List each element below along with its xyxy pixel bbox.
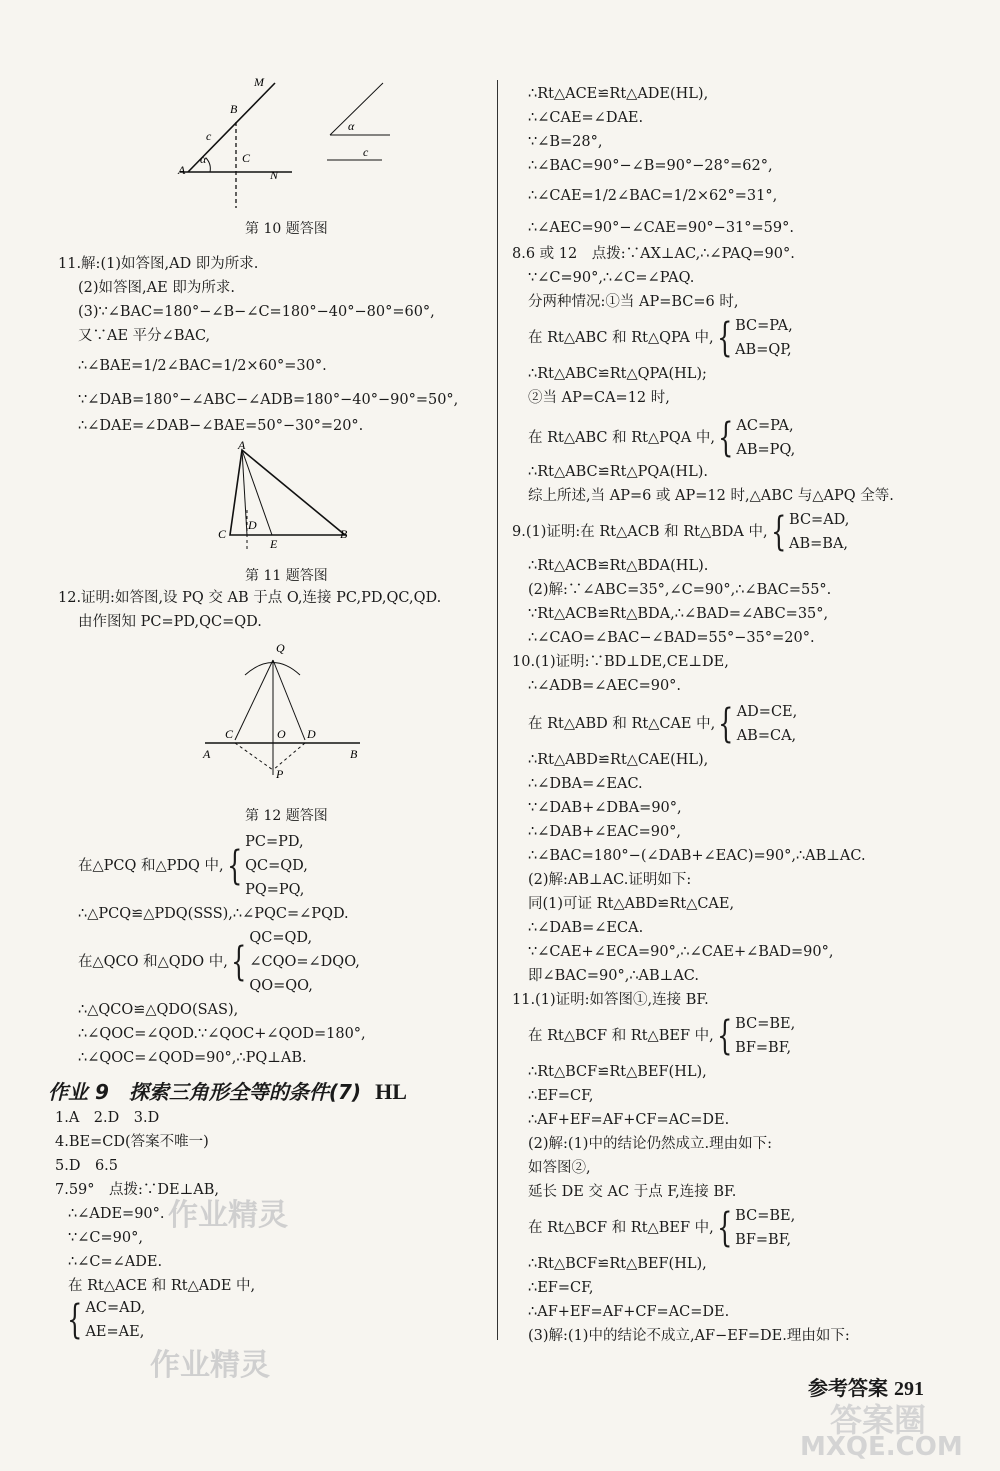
q11r-a-6: 延长 DE 交 AC 于点 F,连接 BF. xyxy=(528,1184,737,1200)
hw9-line-5: ∴∠ADE=90°. xyxy=(68,1206,165,1222)
brace: { xyxy=(770,509,786,555)
q11r-b-1: ∴Rt△BCF≌Rt△BEF(HL), xyxy=(528,1256,707,1272)
cond-item: AC=PA, xyxy=(736,418,794,434)
cond-item: AB=PQ, xyxy=(736,442,796,458)
q9-rest-3: ∵Rt△ACB≌Rt△BDA,∴∠BAD=∠ABC=35°, xyxy=(528,606,829,622)
svg-text:A: A xyxy=(238,440,246,452)
column-divider xyxy=(497,80,498,1340)
svg-text:C: C xyxy=(225,727,234,741)
q12-line-1: 12.证明:如答图,设 PQ 交 AB 于点 O,连接 PC,PD,QC,QD. xyxy=(58,590,442,606)
footer-label: 参考答案 xyxy=(808,1376,888,1400)
svg-text:D: D xyxy=(248,518,257,532)
q10-rest-4: ∴∠DAB+∠EAC=90°, xyxy=(528,824,682,840)
q8-line-3: 分两种情况:①当 AP=BC=6 时, xyxy=(528,294,739,310)
svg-text:A: A xyxy=(203,747,211,761)
svg-text:C: C xyxy=(218,527,227,541)
q11r-b-2: ∴EF=CF, xyxy=(528,1280,594,1296)
q12-cond-1 xyxy=(78,830,308,902)
brace: { xyxy=(230,939,247,985)
cond-item: BC=BE, xyxy=(735,1208,796,1224)
svg-text:B: B xyxy=(230,102,238,116)
brace: { xyxy=(67,1297,83,1343)
cond-item: AC=AD, xyxy=(85,1300,146,1316)
svg-text:P: P xyxy=(276,767,284,780)
q7-line-1: ∴Rt△ACE≌Rt△ADE(HL), xyxy=(528,86,709,102)
q11-line-7: ∴∠DAE=∠DAB−∠BAE=50°−30°=20°. xyxy=(78,418,364,434)
q10-rest-10: 即∠BAC=90°,∴AB⊥AC. xyxy=(528,968,699,984)
q8-cond-1 xyxy=(528,314,793,362)
cond-item: QO=QO, xyxy=(249,978,313,994)
q11-line-5: ∴∠BAE=1/2∠BAC=1/2×60°=30°. xyxy=(78,358,327,374)
q12-cond-2 xyxy=(78,926,360,998)
q8-c2-lead: 在 Rt△ABC 和 Rt△PQA 中, xyxy=(528,430,715,446)
q9-lead: 9.(1)证明:在 Rt△ACB 和 Rt△BDA 中, xyxy=(512,524,768,540)
cond-item: ∠CQO=∠DQO, xyxy=(249,954,360,970)
q8-line-2: ∵∠C=90°,∴∠C=∠PAQ. xyxy=(528,270,695,286)
q11-line-3: (3)∵∠BAC=180°−∠B−∠C=180°−40°−80°=60°, xyxy=(78,304,435,320)
hw9-line-1: 1.A 2.D 3.D xyxy=(55,1110,160,1126)
q11-c1-lead: 在 Rt△BCF 和 Rt△BEF 中, xyxy=(528,1028,714,1044)
cond-item: AE=AE, xyxy=(85,1324,145,1340)
svg-text:α: α xyxy=(200,152,207,166)
q8-cond-2 xyxy=(528,414,795,462)
hw9-cond xyxy=(68,1296,145,1344)
cond-item: PQ=PQ, xyxy=(245,882,305,898)
hw9-line-8: 在 Rt△ACE 和 Rt△ADE 中, xyxy=(68,1278,256,1294)
q9-rest-4: ∴∠CAO=∠BAC−∠BAD=55°−35°=20°. xyxy=(528,630,815,646)
q11r-a-3: ∴AF+EF=AF+CF=AC=DE. xyxy=(528,1112,730,1128)
q10-rest-1: ∴Rt△ABD≌Rt△CAE(HL), xyxy=(528,752,709,768)
svg-text:α: α xyxy=(348,119,355,133)
hw9-line-4: 7.59° 点拨:∵DE⊥AB, xyxy=(55,1182,220,1198)
fig11-caption: 第 11 题答图 xyxy=(245,568,328,584)
svg-text:A: A xyxy=(178,163,186,177)
page-footer xyxy=(808,1372,924,1401)
watermark-4: MXQE.COM xyxy=(800,1432,963,1462)
cond-item: AD=CE, xyxy=(736,704,798,720)
q8-a-2: ②当 AP=CA=12 时, xyxy=(528,390,670,406)
q12-end-2: ∴∠QOC=∠QOD.∵∠QOC+∠QOD=180°, xyxy=(78,1026,366,1042)
brace: { xyxy=(716,1205,733,1251)
q10-line-1: 10.(1)证明:∵BD⊥DE,CE⊥DE, xyxy=(512,654,729,670)
q11-c2-lead: 在 Rt△BCF 和 Rt△BEF 中, xyxy=(528,1220,714,1236)
cond-item: PC=PD, xyxy=(245,834,304,850)
q7-line-3: ∵∠B=28°, xyxy=(528,134,603,150)
svg-text:B: B xyxy=(350,747,358,761)
q7-line-6: ∴∠AEC=90°−∠CAE=90°−31°=59°. xyxy=(528,220,794,236)
svg-text:O: O xyxy=(277,727,286,741)
q9-rest-1: ∴Rt△ACB≌Rt△BDA(HL). xyxy=(528,558,709,574)
q8-a-1: ∴Rt△ABC≌Rt△QPA(HL); xyxy=(528,366,707,382)
svg-text:c: c xyxy=(206,129,212,143)
q11r-a-5: 如答图②, xyxy=(528,1160,591,1176)
q7-line-4: ∴∠BAC=90°−∠B=90°−28°=62°, xyxy=(528,158,773,174)
svg-text:N: N xyxy=(270,168,279,182)
svg-text:B: B xyxy=(340,527,348,541)
watermark-2: 作业精灵 xyxy=(150,1348,270,1383)
q9-rest-2: (2)解:∵∠ABC=35°,∠C=90°,∴∠BAC=55°. xyxy=(528,582,832,598)
q10-rest-7: 同(1)可证 Rt△ABD≌Rt△CAE, xyxy=(528,896,735,912)
svg-text:E: E xyxy=(270,537,278,551)
q11r-b-3: ∴AF+EF=AF+CF=AC=DE. xyxy=(528,1304,730,1320)
q11r-cond-1 xyxy=(528,1012,795,1060)
fig10-caption: 第 10 题答图 xyxy=(245,221,328,237)
q9-cond xyxy=(512,508,849,556)
brace: { xyxy=(718,415,734,461)
q7-line-5: ∴∠CAE=1/2∠BAC=1/2×62°=31°, xyxy=(528,188,778,204)
q10-rest-5: ∴∠BAC=180°−(∠DAB+∠EAC)=90°,∴AB⊥AC. xyxy=(528,848,866,864)
q11r-a-1: ∴Rt△BCF≌Rt△BEF(HL), xyxy=(528,1064,707,1080)
brace: { xyxy=(718,701,734,747)
brace: { xyxy=(226,843,243,889)
cond-item: BF=BF, xyxy=(735,1232,792,1248)
q12-end-3: ∴∠QOC=∠QOD=90°,∴PQ⊥AB. xyxy=(78,1050,307,1066)
q10-rest-3: ∵∠DAB+∠DBA=90°, xyxy=(528,800,682,816)
q12-end-1: ∴△QCO≌△QDO(SAS), xyxy=(78,1002,239,1018)
cond-item: QC=QD, xyxy=(249,930,313,946)
watermark-3: 答案圈 xyxy=(830,1401,927,1439)
page-number: 291 xyxy=(894,1378,924,1400)
q12-line-2: 由作图知 PC=PD,QC=QD. xyxy=(78,614,262,630)
q11r-a-4: (2)解:(1)中的结论仍然成立.理由如下: xyxy=(528,1136,772,1152)
q11-line-6: ∵∠DAB=180°−∠ABC−∠ADB=180°−40°−90°=50°, xyxy=(78,392,459,408)
q10-rest-2: ∴∠DBA=∠EAC. xyxy=(528,776,643,792)
section-tag: HL xyxy=(375,1079,407,1104)
q8-line-1: 8.6 或 12 点拨:∵AX⊥AC,∴∠PAQ=90°. xyxy=(512,246,795,262)
hw9-line-6: ∵∠C=90°, xyxy=(68,1230,143,1246)
q11r-line-1: 11.(1)证明:如答图①,连接 BF. xyxy=(512,992,709,1008)
hw9-line-7: ∴∠C=∠ADE. xyxy=(68,1254,163,1270)
section-title-text: 作业 9 探索三角形全等的条件(7) xyxy=(48,1080,362,1104)
svg-text:C: C xyxy=(242,151,251,165)
cond-item: BC=BE, xyxy=(735,1016,796,1032)
q10-rest-8: ∴∠DAB=∠ECA. xyxy=(528,920,644,936)
svg-text:D: D xyxy=(307,727,316,741)
q8-c1-lead: 在 Rt△ABC 和 Rt△QPA 中, xyxy=(528,330,714,346)
figure-10 xyxy=(170,78,390,213)
q11-line-1: 11.解:(1)如答图,AD 即为所求. xyxy=(58,256,259,272)
q11r-b-4: (3)解:(1)中的结论不成立,AF−EF=DE.理由如下: xyxy=(528,1328,850,1344)
cond-item: AB=CA, xyxy=(736,728,797,744)
cond-item: BC=PA, xyxy=(735,318,793,334)
q12-cond2-lead: 在△QCO 和△QDO 中, xyxy=(78,954,228,970)
q10-cond xyxy=(528,700,797,748)
q11-line-2: (2)如答图,AE 即为所求. xyxy=(78,280,235,296)
cond-item: QC=QD, xyxy=(245,858,308,874)
svg-text:M: M xyxy=(254,78,264,89)
hw9-line-2: 4.BE=CD(答案不唯一) xyxy=(55,1134,209,1150)
figure-12 xyxy=(200,640,370,780)
q10-lead: 在 Rt△ABD 和 Rt△CAE 中, xyxy=(528,716,716,732)
fig12-caption: 第 12 题答图 xyxy=(245,808,328,824)
figure-11 xyxy=(210,440,360,555)
q8-b-2: 综上所述,当 AP=6 或 AP=12 时,△ABC 与△APQ 全等. xyxy=(528,488,894,504)
cond-item: BC=AD, xyxy=(789,512,850,528)
q10-rest-6: (2)解:AB⊥AC.证明如下: xyxy=(528,872,692,888)
hw9-line-3: 5.D 6.5 xyxy=(55,1158,119,1174)
q11-line-4: 又∵AE 平分∠BAC, xyxy=(78,328,211,344)
q11r-cond-2 xyxy=(528,1204,795,1252)
section-title xyxy=(48,1076,407,1105)
cond-item: AB=BA, xyxy=(789,536,849,552)
q8-b-1: ∴Rt△ABC≌Rt△PQA(HL). xyxy=(528,464,708,480)
brace: { xyxy=(716,1013,733,1059)
cond-item: BF=BF, xyxy=(735,1040,792,1056)
q12-mid: ∴△PCQ≌△PDQ(SSS),∴∠PQC=∠PQD. xyxy=(78,906,349,922)
svg-text:Q: Q xyxy=(276,641,285,655)
cond-item: AB=QP, xyxy=(735,342,792,358)
q12-cond1-lead: 在△PCQ 和△PDQ 中, xyxy=(78,858,224,874)
q10-line-2: ∴∠ADB=∠AEC=90°. xyxy=(528,678,682,694)
q10-rest-9: ∵∠CAE+∠ECA=90°,∴∠CAE+∠BAD=90°, xyxy=(528,944,834,960)
brace: { xyxy=(716,315,732,361)
q11r-a-2: ∴EF=CF, xyxy=(528,1088,594,1104)
svg-text:c: c xyxy=(363,145,369,159)
watermark-1: 作业精灵 xyxy=(168,1198,288,1233)
q7-line-2: ∴∠CAE=∠DAE. xyxy=(528,110,644,126)
